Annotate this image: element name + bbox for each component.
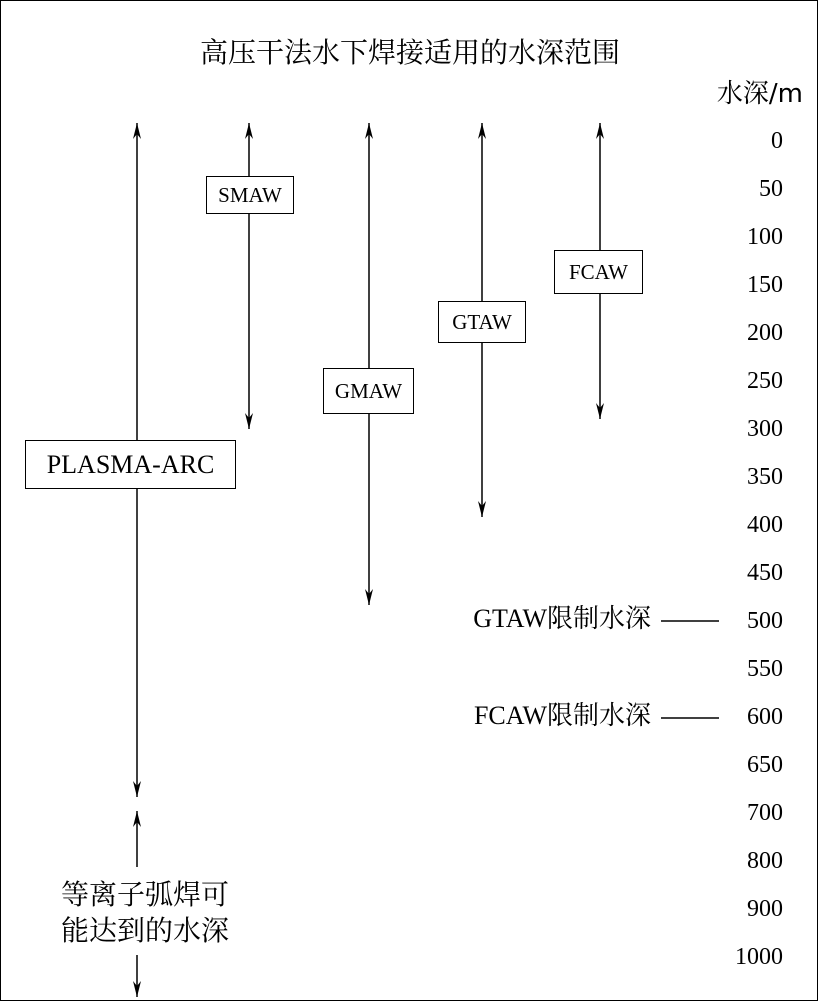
gtaw-label: GTAW bbox=[452, 309, 512, 334]
depth-unit-label: 水深/m bbox=[716, 79, 803, 109]
depth-tick-650: 650 bbox=[747, 752, 783, 778]
depth-tick-700: 700 bbox=[747, 800, 783, 826]
smaw-label-box bbox=[206, 176, 294, 214]
depth-tick-100: 100 bbox=[747, 224, 783, 250]
depth-tick-450: 450 bbox=[747, 560, 783, 586]
depth-tick-800: 800 bbox=[747, 848, 783, 874]
gtaw-limit-depth-label: GTAW限制水深 bbox=[473, 604, 651, 633]
depth-tick-350: 350 bbox=[747, 464, 783, 490]
diagram-title: 高压干法水下焊接适用的水深范围 bbox=[199, 36, 620, 69]
depth-tick-0: 0 bbox=[771, 128, 783, 154]
plasma-depth-note-line-2: 能达到的水深 bbox=[60, 914, 229, 947]
plasma-arc-label: PLASMA-ARC bbox=[46, 449, 215, 479]
gmaw-label-box bbox=[323, 368, 414, 414]
gmaw-label: GMAW bbox=[334, 378, 403, 403]
depth-tick-400: 400 bbox=[747, 512, 783, 538]
smaw-label: SMAW bbox=[218, 182, 282, 207]
depth-tick-600: 600 bbox=[747, 704, 783, 730]
plasma-depth-note bbox=[45, 877, 245, 949]
depth-tick-250: 250 bbox=[747, 368, 783, 394]
fcaw-label-box bbox=[554, 250, 643, 294]
depth-tick-150: 150 bbox=[747, 272, 783, 298]
fcaw-limit-depth-label: FCAW限制水深 bbox=[473, 701, 651, 730]
plasma-depth-note-line-1: 等离子弧焊可 bbox=[60, 878, 229, 911]
depth-tick-50: 50 bbox=[759, 176, 783, 202]
depth-tick-300: 300 bbox=[747, 416, 783, 442]
plasma-arc-label-box bbox=[25, 440, 236, 489]
fcaw-label: FCAW bbox=[569, 259, 628, 284]
depth-tick-900: 900 bbox=[747, 896, 783, 922]
gtaw-label-box bbox=[438, 301, 526, 343]
depth-tick-1000: 1000 bbox=[735, 944, 783, 970]
depth-tick-200: 200 bbox=[747, 320, 783, 346]
depth-tick-500: 500 bbox=[747, 608, 783, 634]
depth-tick-550: 550 bbox=[747, 656, 783, 682]
